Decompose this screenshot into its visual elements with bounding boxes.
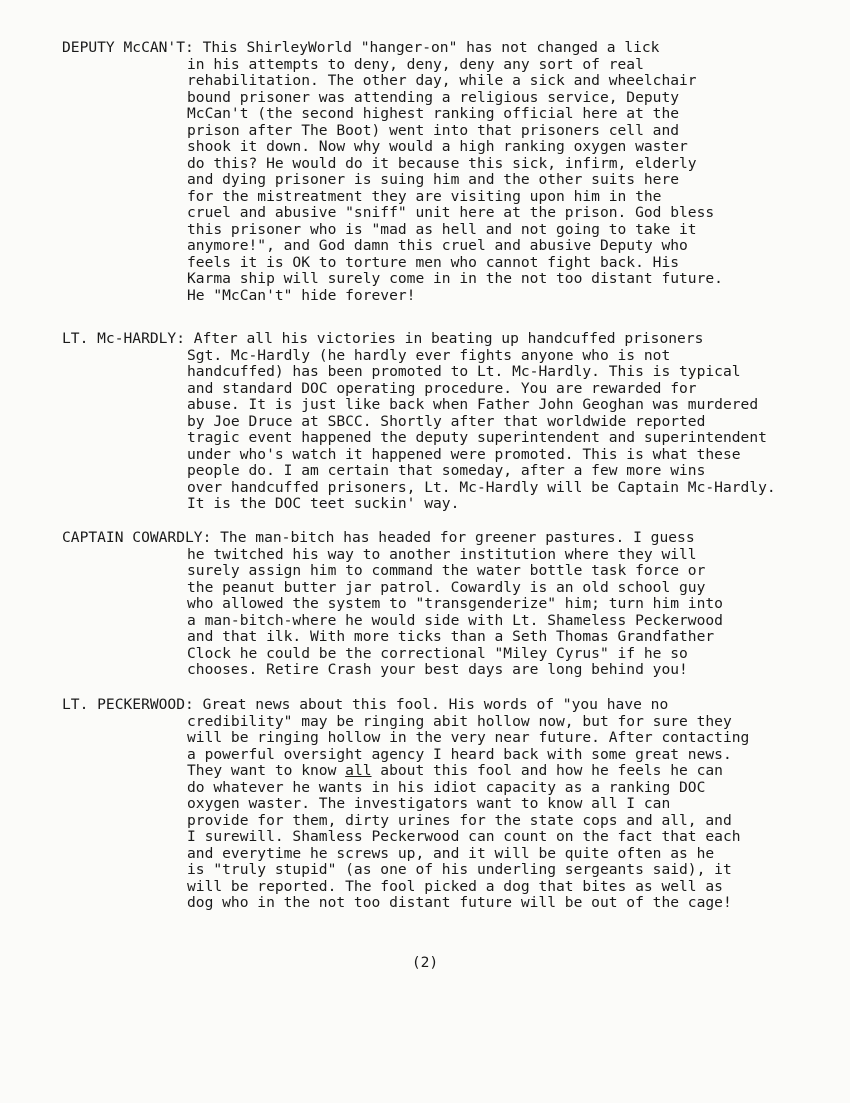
entry-text-line: McCan't (the second highest ranking official here at the — [187, 105, 680, 122]
entry-text-line: do whatever he wants in his idiot capacity as a ranking DOC — [187, 778, 706, 796]
entry-text-line: provide for them, dirty urines for the state cops and all, and — [187, 811, 732, 829]
entry-text-line: he twitched his way to another institution where they will — [187, 545, 697, 563]
entry-text-line: this prisoner who is "mad as hell and not going to take it — [187, 220, 697, 238]
entry-heading-line: DEPUTY McCAN'T: This ShirleyWorld "hanger-on" has not changed a lick — [62, 39, 660, 56]
entry-text-line: anymore!", and God damn this cruel and abusive Deputy who — [187, 237, 688, 254]
entry-text-line: in his attempts to deny, deny, deny any sort of real — [187, 55, 644, 73]
entry-deputy-mccant — [62, 40, 832, 304]
entry-text-line: do this? He would do it because this sick, infirm, elderly — [187, 154, 697, 172]
entry-text-line: and everytime he screws up, and it will be quite often as he — [187, 844, 715, 862]
entry-text-line: for the mistreatment they are visiting upon him in the — [187, 187, 662, 205]
entry-text-line: surely assign him to command the water bottle task force or — [187, 562, 706, 579]
entry-text-line: the peanut butter jar patrol. Cowardly is an old school guy — [187, 578, 706, 596]
entry-text-line: bound prisoner was attending a religious service, Deputy — [187, 88, 680, 106]
entry-text-line: Sgt. Mc-Hardly (he hardly ever fights anyone who is not — [187, 346, 671, 364]
page-number: (2) — [411, 954, 439, 971]
entry-text-line: tragic event happened the deputy superintendent and superintendent — [187, 429, 767, 446]
entry-text-line: handcuffed) has been promoted to Lt. Mc-Hardly. This is typical — [187, 363, 741, 380]
entry-text-line: It is the DOC teet suckin' way. — [187, 495, 460, 512]
entry-text-line: will be reported. The fool picked a dog that bites as well as — [187, 877, 723, 895]
entry-lt-mc-hardly — [62, 331, 832, 513]
entry-text-line: under who's watch it happened were promoted. This is what these — [187, 445, 741, 463]
entry-text-line: cruel and abusive "sniff" unit here at the prison. God bless — [187, 204, 715, 221]
entry-text-line: Karma ship will surely come in in the not too distant future. — [187, 270, 723, 287]
entry-text-line: rehabilitation. The other day, while a sick and wheelchair — [187, 72, 697, 89]
entry-heading-line: CAPTAIN COWARDLY: The man-bitch has headed for greener pastures. I guess — [62, 529, 695, 546]
entry-text-line: He "McCan't" hide forever! — [187, 286, 416, 304]
entry-text-line: Clock he could be the correctional "Miley Cyrus" if he so — [187, 644, 688, 662]
entry-text-line: and dying prisoner is suing him and the other suits here — [187, 171, 680, 188]
entry-captain-cowardly — [62, 530, 832, 679]
entry-text-line: I surewill. Shamless Peckerwood can count on the fact that each — [187, 828, 741, 845]
entry-text-line: credibility" may be ringing abit hollow now, but for sure they — [187, 712, 732, 730]
entry-text-line: oxygen waster. The investigators want to know all I can — [187, 795, 671, 812]
entry-text-line: who allowed the system to "transgenderize" him; turn him into — [187, 595, 723, 612]
entry-text-line: and that ilk. With more ticks than a Seth Thomas Grandfather — [187, 628, 715, 645]
entry-heading-line: LT. Mc-HARDLY: After all his victories in beating up handcuffed prisoners — [62, 330, 704, 347]
entry-text-line: abuse. It is just like back when Father John Geoghan was murdered — [187, 396, 759, 413]
entry-text-line: shook it down. Now why would a high ranking oxygen waster — [187, 138, 688, 155]
entry-text-line: dog who in the not too distant future will be out of the cage! — [187, 894, 732, 911]
entry-text-line: people do. I am certain that someday, after a few more wins — [187, 462, 706, 479]
entry-text-line: a man-bitch-where he would side with Lt. Shameless Peckerwood — [187, 611, 723, 629]
entry-text-line: feels it is OK to torture men who cannot fight back. His — [187, 253, 680, 271]
entry-text-line: and standard DOC operating procedure. You are rewarded for — [187, 379, 697, 397]
entry-heading-line: LT. PECKERWOOD: Great news about this fool. His words of "you have no — [62, 696, 669, 713]
entry-text-line: a powerful oversight agency I heard back with some great news. — [187, 745, 732, 763]
entry-lt-peckerwood — [62, 697, 832, 912]
entry-text-line: over handcuffed prisoners, Lt. Mc-Hardly will be Captain Mc-Hardly. — [187, 478, 776, 496]
entry-text-line: They want to know all about this fool and how he feels he can — [187, 762, 723, 779]
entry-text-line: chooses. Retire Crash your best days are long behind you! — [187, 661, 688, 678]
entry-text-line: by Joe Druce at SBCC. Shortly after that worldwide reported — [187, 412, 706, 430]
entry-text-line: will be ringing hollow in the very near future. After contacting — [187, 729, 750, 746]
entry-text-line: prison after The Boot) went into that prisoners cell and — [187, 121, 680, 139]
entry-text-line: is "truly stupid" (as one of his underling sergeants said), it — [187, 861, 732, 878]
